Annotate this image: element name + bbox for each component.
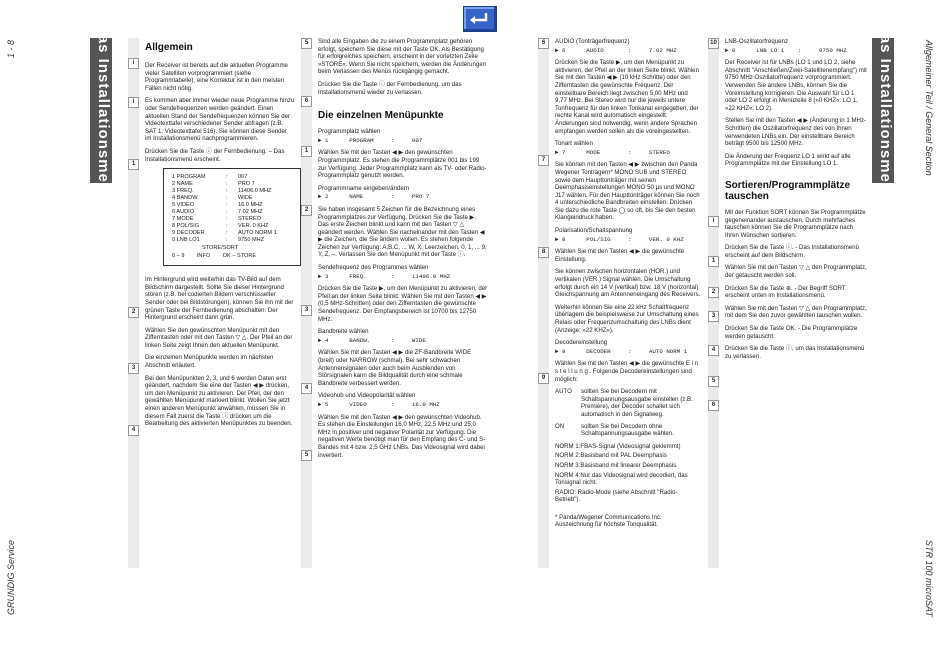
- item-key: ► 1 PROGRAM : 007: [318, 136, 423, 144]
- item-title: Tonart wählen: [555, 140, 593, 148]
- menu-row: 9 DECODER : AUTO NORM 1: [172, 230, 277, 237]
- right-footer: STR 100 microSAT: [924, 540, 934, 617]
- step-marker: 1: [128, 159, 139, 170]
- item-key: ► 7 MODE : STEREO: [555, 148, 670, 156]
- return-arrow-icon: [469, 11, 491, 27]
- menu-row: 8 POL/SIG : VER. 0 KHZ: [172, 223, 269, 230]
- item-key: ► 3 FREQ. : 11406.0 MHZ: [318, 272, 451, 280]
- paragraph: Wählen Sie mit den Tasten ◀ ▶ den gewünschten Programmplatz. Es stehen die Programmplätze 001 bis 199 zur Verfügung. Jeder Programmplatz kann als TV- oder Radio-Programmplatz genutzt werden.: [318, 149, 487, 180]
- step-marker: 1: [708, 256, 719, 267]
- step-marker: 5: [708, 376, 719, 387]
- paragraph: Wählen Sie den gewünschten Menüpunkt mit den Zifferntasten oder mit den Tasten ▽ △. Der Pfeil an der linken Seite zeigt Ihnen den aktuellen Menüpunkt.: [145, 326, 293, 349]
- footnote: * Panda/Wegener Communications Inc. Auszeichnung für höchste Tonqualität.: [555, 513, 662, 529]
- menu-store: STORE/SORT: [202, 245, 239, 252]
- paragraph: Drücken Sie die Taste ▶, um den Menüpunkt zu aktivieren, der Pfeil an der linken Seite blinkt. Wählen Sie mit den Tasten ◀ ▶ (0,5 MHz-Schritten) oder den Zifferntasten die gewünschte Sendefrequenz. Der Empfangsbereich ist 10700 bis 12750 MHz.: [318, 285, 488, 323]
- item-key: ► 0 LNB LO 1 : 9750 MHZ: [725, 46, 847, 54]
- menu-row: 3 FREQ. : 11406.0 MHZ: [172, 188, 272, 195]
- info-marker: i: [128, 97, 139, 108]
- step-marker: 4: [128, 425, 139, 436]
- menu-row: 4 BANDW. : WIDE: [172, 195, 253, 202]
- item-key: ► 8 POL/SIG : VER. 0 KHZ: [555, 235, 684, 243]
- column-1: [145, 38, 295, 433]
- item-title: AUDIO (Tonträgerfrequenz): [555, 38, 630, 45]
- step-marker: 1: [301, 146, 312, 157]
- paragraph: Drücken Sie die Taste ⓘ der Fernbedienung. – Das Installationsmenü erscheint.: [145, 147, 285, 163]
- item-key: ► 6 AUDIO : 7.02 MHZ: [555, 46, 677, 54]
- paragraph: Sind alle Eingaben die zu einem Programmplatz gehören erfolgt, speichern Sie diese mit der Taste OK. Als Bestätigung für erfolgreiches speichern, erscheint in der vorletzten Zeile »STORE«. Wenn Sie nicht speichern, werden die Änderungen beim Verlassen des Menüs rückgängig gemacht.: [318, 38, 487, 76]
- paragraph: Wählen Sie mit den Tasten ◀ ▶ die gewünschte Einstellung.: [555, 248, 685, 263]
- menu-row: 6 AUDIO : 7.02 MHZ: [172, 209, 263, 216]
- step-marker: 8: [538, 247, 549, 258]
- heading-sortieren: Sortieren/Programmplätze tauschen: [725, 179, 851, 202]
- column-4: [725, 38, 867, 365]
- decoder-option: AUTO sollten Sie bei Decodern mit Schaltspannungsausgabe einstellen (z.B. Première), der Decoder schaltet sich automatisch in den Signalweg.: [555, 388, 693, 418]
- step-marker: 6: [708, 400, 719, 411]
- info-marker: i: [128, 58, 139, 69]
- step-marker: 5: [301, 450, 312, 461]
- paragraph: Wählen Sie mit den Tasten ◀ ▶ die ZF-Bandbreite WIDE (breit) oder NARROW (schmal). Bei sehr schwachen Antennensignalen oder auch beim Ausblenden von Störsignalen kann die Bildqualität durch eine schmale Bandbreite verbessert werden.: [318, 349, 472, 387]
- item-key: ► 9 DECODER : AUTO NORM 1: [555, 347, 688, 355]
- heading-menupunkte: Die einzelnen Menüpunkte: [318, 110, 444, 122]
- item-key: ► 4 BANDW. : WIDE: [318, 336, 426, 344]
- step-marker: 10: [708, 38, 719, 49]
- item-title: LNB-Oszillatorfrequenz: [725, 38, 788, 45]
- step-marker: 4: [708, 345, 719, 356]
- decoder-option: ON sollten Sie bei Decodern ohne Schaltspannungsausgabe wählen.: [555, 422, 674, 438]
- paragraph: Sie können mit den Tasten ◀ ▶ zwischen den Panda Wegener Tonträgern* MONO SUB und STEREO sowie dem Haupttonträger mit seinen Deemphasiseinstellungen MONO 50 µs und MONO J17 wählen. Für den Haupttonträger können Sie noch 4 unterschiedliche Bandbreiten einstellen. Drücken Sie dazu die rote Taste ◯ so oft, bis Sie den besten Klangeindruck haben.: [555, 161, 700, 222]
- section-tab-right: Das Installationsmenü: [872, 38, 894, 183]
- menu-row: 2 NAME : PRO 7: [172, 181, 255, 188]
- paragraph: Sie können zwischen horizontalen (HOR.) und vertikalen (VER.) Signal wählen. Die Umschaltung erfolgt durch ein 14 V (vertikal) bzw. 18 V (horizontal) Gleichspannung am Antenneneingang des Receivers.: [555, 268, 701, 299]
- item-title: Decodereinstellung: [555, 339, 608, 347]
- step-marker: 3: [708, 311, 719, 322]
- paragraph: Drücken Sie die Taste ⓘ. - Das Installationsmenü erscheint auf dem Bildschirm.: [725, 244, 860, 259]
- item-title: Bandbreite wählen: [318, 328, 369, 336]
- step-marker: 5: [301, 38, 312, 49]
- right-header: Allgemeiner Teil / General Section: [924, 40, 934, 176]
- menu-row: 7 MODE : STEREO: [172, 216, 262, 223]
- menu-row: 1 PROGRAM : 007: [172, 174, 248, 181]
- menu-footer: 0 – 9 INFO OK – STORE: [172, 253, 257, 260]
- column-3: [555, 38, 701, 534]
- item-title: Programmname eingeben/ändern: [318, 184, 410, 192]
- paragraph: Die einzelnen Menüpunkte werden im nächsten Abschnitt erläutert.: [145, 354, 274, 370]
- step-marker: 6: [301, 96, 312, 107]
- menu-screen: [163, 168, 301, 266]
- info-marker: i: [708, 216, 719, 227]
- item-title: Programmplatz wählen: [318, 128, 381, 136]
- step-marker: 3: [301, 305, 312, 316]
- paragraph: Drücken Sie die Taste ⓘ der Fernbedienung, um das Installationsmenü wieder zu verlassen.: [318, 80, 462, 96]
- section-tab-left: Das Installationsmenü: [90, 38, 112, 183]
- paragraph: Drücken Sie die Taste ▶, um den Menüpunkt zu aktivieren, der Pfeil an der linken Seite blinkt. Wählen Sie mit den Tasten ◀ ▶ (10 kHz Schritte) oder den Zifferntasten die gewünschte Frequenz. Der einstellbare Bereich liegt zwischen 5,00 MHz und 9,77 MHz. Bei Stereo wird nur die jeweils untere Tonfrequenz für den linken Tonkanal eingegeben, der rechte Kanal wird automatisch eingestellt. Änderungen sind notwendig, wenn andere Sprachen empfangen werden sollen als die voreingestellten.: [555, 59, 699, 135]
- step-marker: 7: [538, 155, 549, 166]
- norm-option: NORM 3:Basisband mit linearer Deemphasis: [555, 461, 677, 469]
- item-key: ► 5 VIDEO : 16.0 MHZ: [318, 400, 440, 408]
- step-marker: 2: [301, 205, 312, 216]
- step-marker: 9: [538, 373, 549, 384]
- paragraph: Wählen Sie mit den Tasten ▽ △ den Programmplatz, der getauscht werden soll.: [725, 264, 867, 280]
- item-title: Sendefrequenz des Programmes wählen: [318, 264, 429, 272]
- paragraph: Mit der Funktion SORT können Sie Programmplätze gegeneinander austauschen. Durch mehrfaches tauschen können Sie die Programmplätze nach Ihren Wünschen sortieren.: [725, 208, 866, 239]
- paragraph: Weiterhin können Sie eine 22 kHz Schaltfrequenz überlagern die beispielsweise zur Umschaltung eines Relais oder Frequenzumschaltung des LNBs dient (Anzeige: »22 KHZ«).: [555, 303, 699, 334]
- paragraph: Der Receiver ist bereits auf die aktuellen Programme vieler Satelliten vorprogrammiert (siehe Programmtabelle), eine Korrektur ist in den meisten Fällen nicht nötig.: [145, 62, 288, 92]
- item-title: Videohub und Videopolarität wählen: [318, 392, 416, 400]
- paragraph: Der Receiver ist für LNBs (LO 1 und LO 2, siehe Abschnitt "Anschließen/Zwei-Satellitenempfang") mit 9750 MHz Oszillatorfrequenz vorprogrammiert. Verwenden Sie andere LNBs, können Sie die Voreinstellung korrigieren. Die Auswahl für LO 1 oder LO 2 erfolgt in Menüzeile 8 (»0 KHZ«: LO 1, »22 KHZ«: LO 2).: [725, 59, 867, 112]
- step-marker: 6: [538, 38, 549, 49]
- paragraph: Drücken Sie die Taste OK. - Die Programmplätze werden getauscht.: [725, 325, 858, 340]
- menu-row: 0 LNB LO1 : 9750 MHZ: [172, 237, 265, 244]
- paragraph: Wählen Sie mit den Tasten ▽ △ den Programmplatz, mit dem Sie den zuvor gewählten tauschen wollen.: [725, 304, 867, 320]
- paragraph: Drücken Sie die Taste ⊕. - Der Begriff SORT erscheint unten im Installationsmenü.: [725, 284, 846, 300]
- step-marker: 2: [708, 287, 719, 298]
- paragraph: Stellen Sie mit den Tasten ◀ ▶ (Änderung in 1 MHz-Schritten) die Oszillatorfrequenz des von Ihnen verwendeten LNBs ein. Der einstellbare Bereich beträgt 9500 bis 12500 MHz.: [725, 117, 867, 148]
- paragraph: Drücken Sie die Taste ⓘ, um das Installationsmenü zu verlassen.: [725, 345, 865, 360]
- paragraph: Wählen Sie mit den Tasten ◀ ▶ den gewünschten Videohub. Es stehen die Einstellungen 16,0 MHz, 22,5 MHz und 25,0 MHz in positiver und negativer Polarität zur Verfügung. Die negativen Werte benötigt man für den Empfang des C- und S-Bandes mit 4 bzw. 2,5 GHz LNBs. Das Videosignal wird dabei invertiert.: [318, 413, 486, 459]
- step-marker: 3: [128, 363, 139, 374]
- heading-allgemein: Allgemein: [145, 42, 193, 53]
- paragraph: Wählen Sie mit den Tasten ◀ ▶ die gewünschte E i n s t e l l u n g . Folgende Decodereinstellungen sind möglich:: [555, 360, 699, 383]
- paragraph: Es kommen aber immer wieder neue Programme hinzu oder Sendefrequenzen werden geändert. Einen aktuellen Stand der Sendefrequenzen können Sie der Videotexttafel verschiedener Sender abfragen (z.B. SAT 1: Videotexttafel 516). Sie können diese Sender im Installationsmenü nachprogrammieren.: [145, 97, 295, 143]
- step-marker: 2: [128, 307, 139, 318]
- item-title: Polarisation/Schaltspannung: [555, 227, 633, 235]
- paragraph: Im Hintergrund wird weiterhin das TV-Bild auf dem Bildschirm dargestellt. Sollte Sie dieser Hintergrund stören (z.B. bei codierten Bildern verschlüsselter Sender oder bei Bildstörungen), können Sie ihn mit der grünen Taste der Fernbedienung abschalten. Der Hintergrund erscheint dann grün.: [145, 276, 294, 322]
- step-marker: 4: [301, 383, 312, 394]
- back-button[interactable]: [463, 6, 497, 32]
- column-2: [318, 38, 488, 464]
- norm-option: NORM 1:FBAS-Signal (Videosignal geklemmt): [555, 442, 681, 450]
- paragraph: Sie haben insgesamt 5 Zeichen für die Bezeichnung eines Programmplatzes zur Verfügung. Drücken Sie die Taste ▶. Das erste Zeichen blinkt und kann mit den Tasten ▽ △ geändert werden. Wählen Sie nacheinander mit den Tasten ◀ ▶ die Zeichen, die Sie ändern wollen. Es stehen folgende Zeichen zur Verfügung: A,B,C, ... W, X, Leerzeichen, 0, 1, ... 9, Y, Z, –. Verlassen Sie den Menüpunkt mit der Taste ⓘ.: [318, 205, 487, 259]
- norm-option: RADIO: Radio-Mode (siehe Abschnitt "Radio-Betrieb").: [555, 488, 678, 504]
- norm-option: NORM 2:Basisband mit PAL Deemphasis: [555, 452, 667, 460]
- menu-row: 5 VIDEO : 16.0 MHZ: [172, 202, 263, 209]
- page-number: 1 - 8: [6, 40, 16, 59]
- left-footer: GRUNDIG Service: [6, 540, 16, 616]
- item-key: ► 2 NAME : PRO 7: [318, 193, 430, 201]
- paragraph: Bei den Menüpunkten 2, 3, und 6 werden Daten erst geändert, nachdem Sie eine der Tasten ◀ ▶ drücken, um den Menüpunkt zu aktivieren. Der Pfeil, der den gewählten Menüpunkt markiert blinkt. Wollen Sie jetzt einen anderen Menüpunkt anwählen, müssen Sie in diesem Fall zuerst die Taste ⓘ drücken um die Bearbeitung des aktivierten Menüpunktes zu beenden.: [145, 374, 293, 428]
- paragraph: Die Änderung der Frequenz LO 1 wirkt auf alle Programmplätze mit der Einstellung LO 1.: [725, 152, 851, 168]
- norm-option: NORM 4:Nur das Videosignal wird decodiert, das Tonsignal nicht.: [555, 471, 688, 487]
